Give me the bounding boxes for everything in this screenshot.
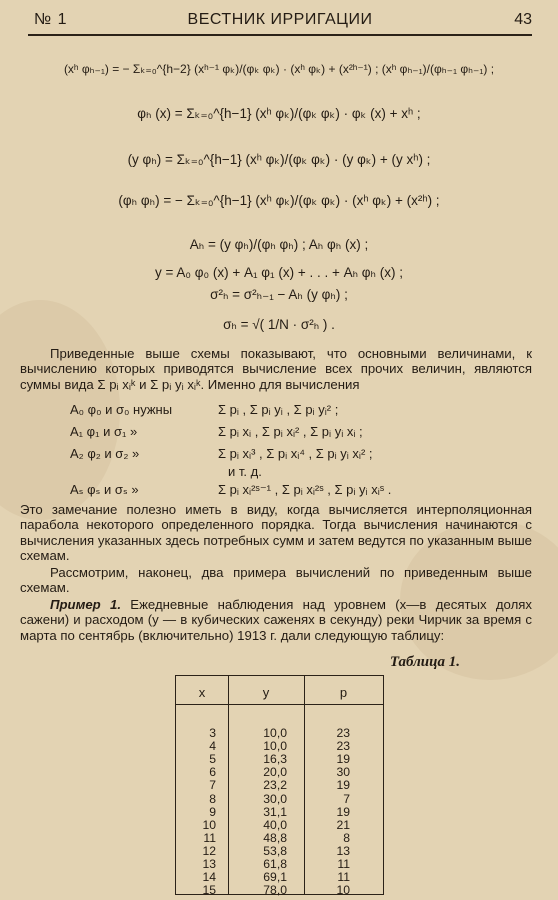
table-cell-p: 23 (336, 739, 350, 754)
table-cell-y: 69,1 (263, 870, 287, 885)
table-cell-p: 11 (337, 870, 350, 885)
sums-row (70, 402, 339, 417)
formula-line: (y φₕ) = Σₖ₌₀^{h−1} (xʰ φₖ)/(φₖ φₖ) · (y φₖ) + (y xʰ) ; (127, 152, 431, 167)
table-cell-y: 23,2 (263, 778, 287, 793)
table-cell-x: 4 (209, 739, 216, 754)
paragraph (20, 502, 532, 564)
sums-row-right: Σ pᵢ , Σ pᵢ yᵢ , Σ pᵢ yᵢ² ; (218, 402, 339, 417)
sums-row-left: Aₛ φₛ и σₛ » (70, 482, 139, 497)
formula-line: φₕ (x) = Σₖ₌₀^{h−1} (xʰ φₖ)/(φₖ φₖ) · φₖ (x) + xʰ ; (137, 106, 421, 121)
table-cell-y: 53,8 (263, 843, 287, 858)
table-cell-y: 10,0 (263, 739, 287, 754)
table-cell-p: 23 (336, 726, 350, 740)
example-lead: Пример 1. (50, 597, 122, 612)
formula-line: y = A₀ φ₀ (x) + A₁ φ₁ (x) + . . . + Aₕ φₕ (x) ; (154, 265, 404, 280)
table-cell-p: 8 (343, 830, 350, 845)
table-cell-p: 10 (336, 883, 350, 898)
table-cell-x: 6 (209, 765, 216, 780)
sums-row (70, 446, 373, 461)
column-header-y: y (262, 685, 270, 700)
paragraph-text: Это замечание полезно иметь в виду, когда вычисляется интерполяционная парабола некоторого определенного порядка. Тогда вычисления начинаются с вычисления указанных здесь потребных сумм и затем ведутся по указанным выше схемам. (20, 502, 532, 564)
table-cell-x: 5 (209, 752, 216, 767)
table-cell-x: 14 (202, 870, 216, 885)
paragraph-text: Ежедневные наблюдения над уровнем (x—в десятых долях сажени) и расходом (y — в кубических саженях в секунду) реки Чирчик за время с марта по сентябрь (включительно) 1913 г. дали следующую таблицу: (20, 597, 533, 643)
sums-row-right: Σ pᵢ xᵢ , Σ pᵢ xᵢ² , Σ pᵢ yᵢ xᵢ ; (218, 424, 363, 439)
table-cell-p: 11 (337, 857, 350, 871)
table-cell-p: 19 (336, 804, 350, 819)
paragraph-text: Рассмотрим, наконец, два примера вычислений по приведенным выше схемам. (20, 565, 532, 596)
table-cell-p: 7 (343, 791, 350, 806)
column-header-p: p (339, 685, 348, 700)
journal-title: ВЕСТНИК ИРРИГАЦИИ (187, 11, 373, 28)
sums-row (70, 482, 392, 498)
table-cell-y: 20,0 (263, 765, 287, 780)
paragraph (20, 597, 532, 643)
table-cell-y: 16,3 (263, 752, 287, 767)
header-rule (28, 34, 532, 36)
table-cell-p: 30 (336, 765, 350, 780)
table-cell-y: 30,0 (263, 791, 287, 806)
sums-row-left: A₂ φ₂ и σ₂ » (70, 446, 140, 461)
table-cell-x: 10 (202, 817, 216, 832)
table-cell-y: 48,8 (263, 830, 287, 845)
formula-line: (φₕ φₕ) = − Σₖ₌₀^{h−1} (xʰ φₖ)/(φₖ φₖ) · (xʰ φₖ) + (x²ʰ) ; (118, 193, 440, 208)
sums-row-left: A₀ φ₀ и σ₀ нужны (70, 402, 173, 417)
paragraph (20, 346, 532, 392)
sums-row-right: Σ pᵢ xᵢ³ , Σ pᵢ xᵢ⁴ , Σ pᵢ yᵢ xᵢ² ; (218, 446, 373, 461)
table-cell-p: 13 (336, 843, 350, 858)
table-cell-p: 21 (336, 817, 350, 832)
formula-line: σ²ₕ = σ²ₕ₋₁ − Aₕ (y φₕ) ; (210, 287, 348, 302)
sums-row (70, 424, 363, 439)
page-number: 43 (514, 11, 532, 28)
table-cell-x: 13 (202, 857, 216, 871)
page-header (28, 10, 532, 34)
paragraph (20, 565, 532, 596)
table-cell-x: 7 (209, 778, 216, 793)
table-cell-x: 8 (209, 791, 216, 806)
table-cell-x: 15 (202, 883, 216, 898)
formula-line: σₕ = √( 1/N · σ²ₕ ) . (223, 317, 335, 332)
formula-line: (xʰ φₕ₋₁) = − Σₖ₌₀^{h−2} (xʰ⁻¹ φₖ)/(φₖ φₖ) · (xʰ φₖ) + (x²ʰ⁻¹) ; (xʰ φₕ₋₁)/(φₕ₋₁ φₕ₋₁) ; (63, 62, 495, 76)
table-cell-x: 12 (202, 843, 216, 858)
issue-number: № 1 (34, 11, 68, 28)
sums-row-right: Σ pᵢ xᵢ²ˢ⁻¹ , Σ pᵢ xᵢ²ˢ , Σ pᵢ yᵢ xᵢˢ . (218, 482, 392, 497)
table-cell-x: 9 (209, 804, 216, 819)
table-cell-x: 11 (203, 830, 216, 845)
table-cell-y: 31,1 (263, 804, 287, 819)
table-cell-y: 78,0 (263, 883, 287, 898)
sums-row-right: и т. д. (228, 464, 262, 479)
table-cell-p: 19 (336, 752, 350, 767)
table-cell-x: 3 (209, 726, 216, 740)
table-cell-y: 61,8 (263, 857, 287, 871)
table-caption: Таблица 1. (389, 654, 460, 670)
paragraph-text: Приведенные выше схемы показывают, что основными величинами, к вычислению которых приводятся вычисление всех прочих величин, являются суммы вида Σ pᵢ xᵢᵏ и Σ pᵢ yᵢ xᵢᵏ. Именно для вычисления (20, 346, 532, 392)
sums-row-left: A₁ φ₁ и σ₁ » (70, 424, 138, 439)
table-cell-y: 40,0 (263, 817, 287, 832)
data-table (175, 675, 384, 898)
table-cell-p: 19 (336, 778, 350, 793)
table-cell-y: 10,0 (263, 726, 287, 740)
formula-line: Aₕ = (y φₕ)/(φₕ φₕ) ; Aₕ φₕ (x) ; (189, 237, 369, 252)
column-header-x: x (198, 685, 206, 700)
